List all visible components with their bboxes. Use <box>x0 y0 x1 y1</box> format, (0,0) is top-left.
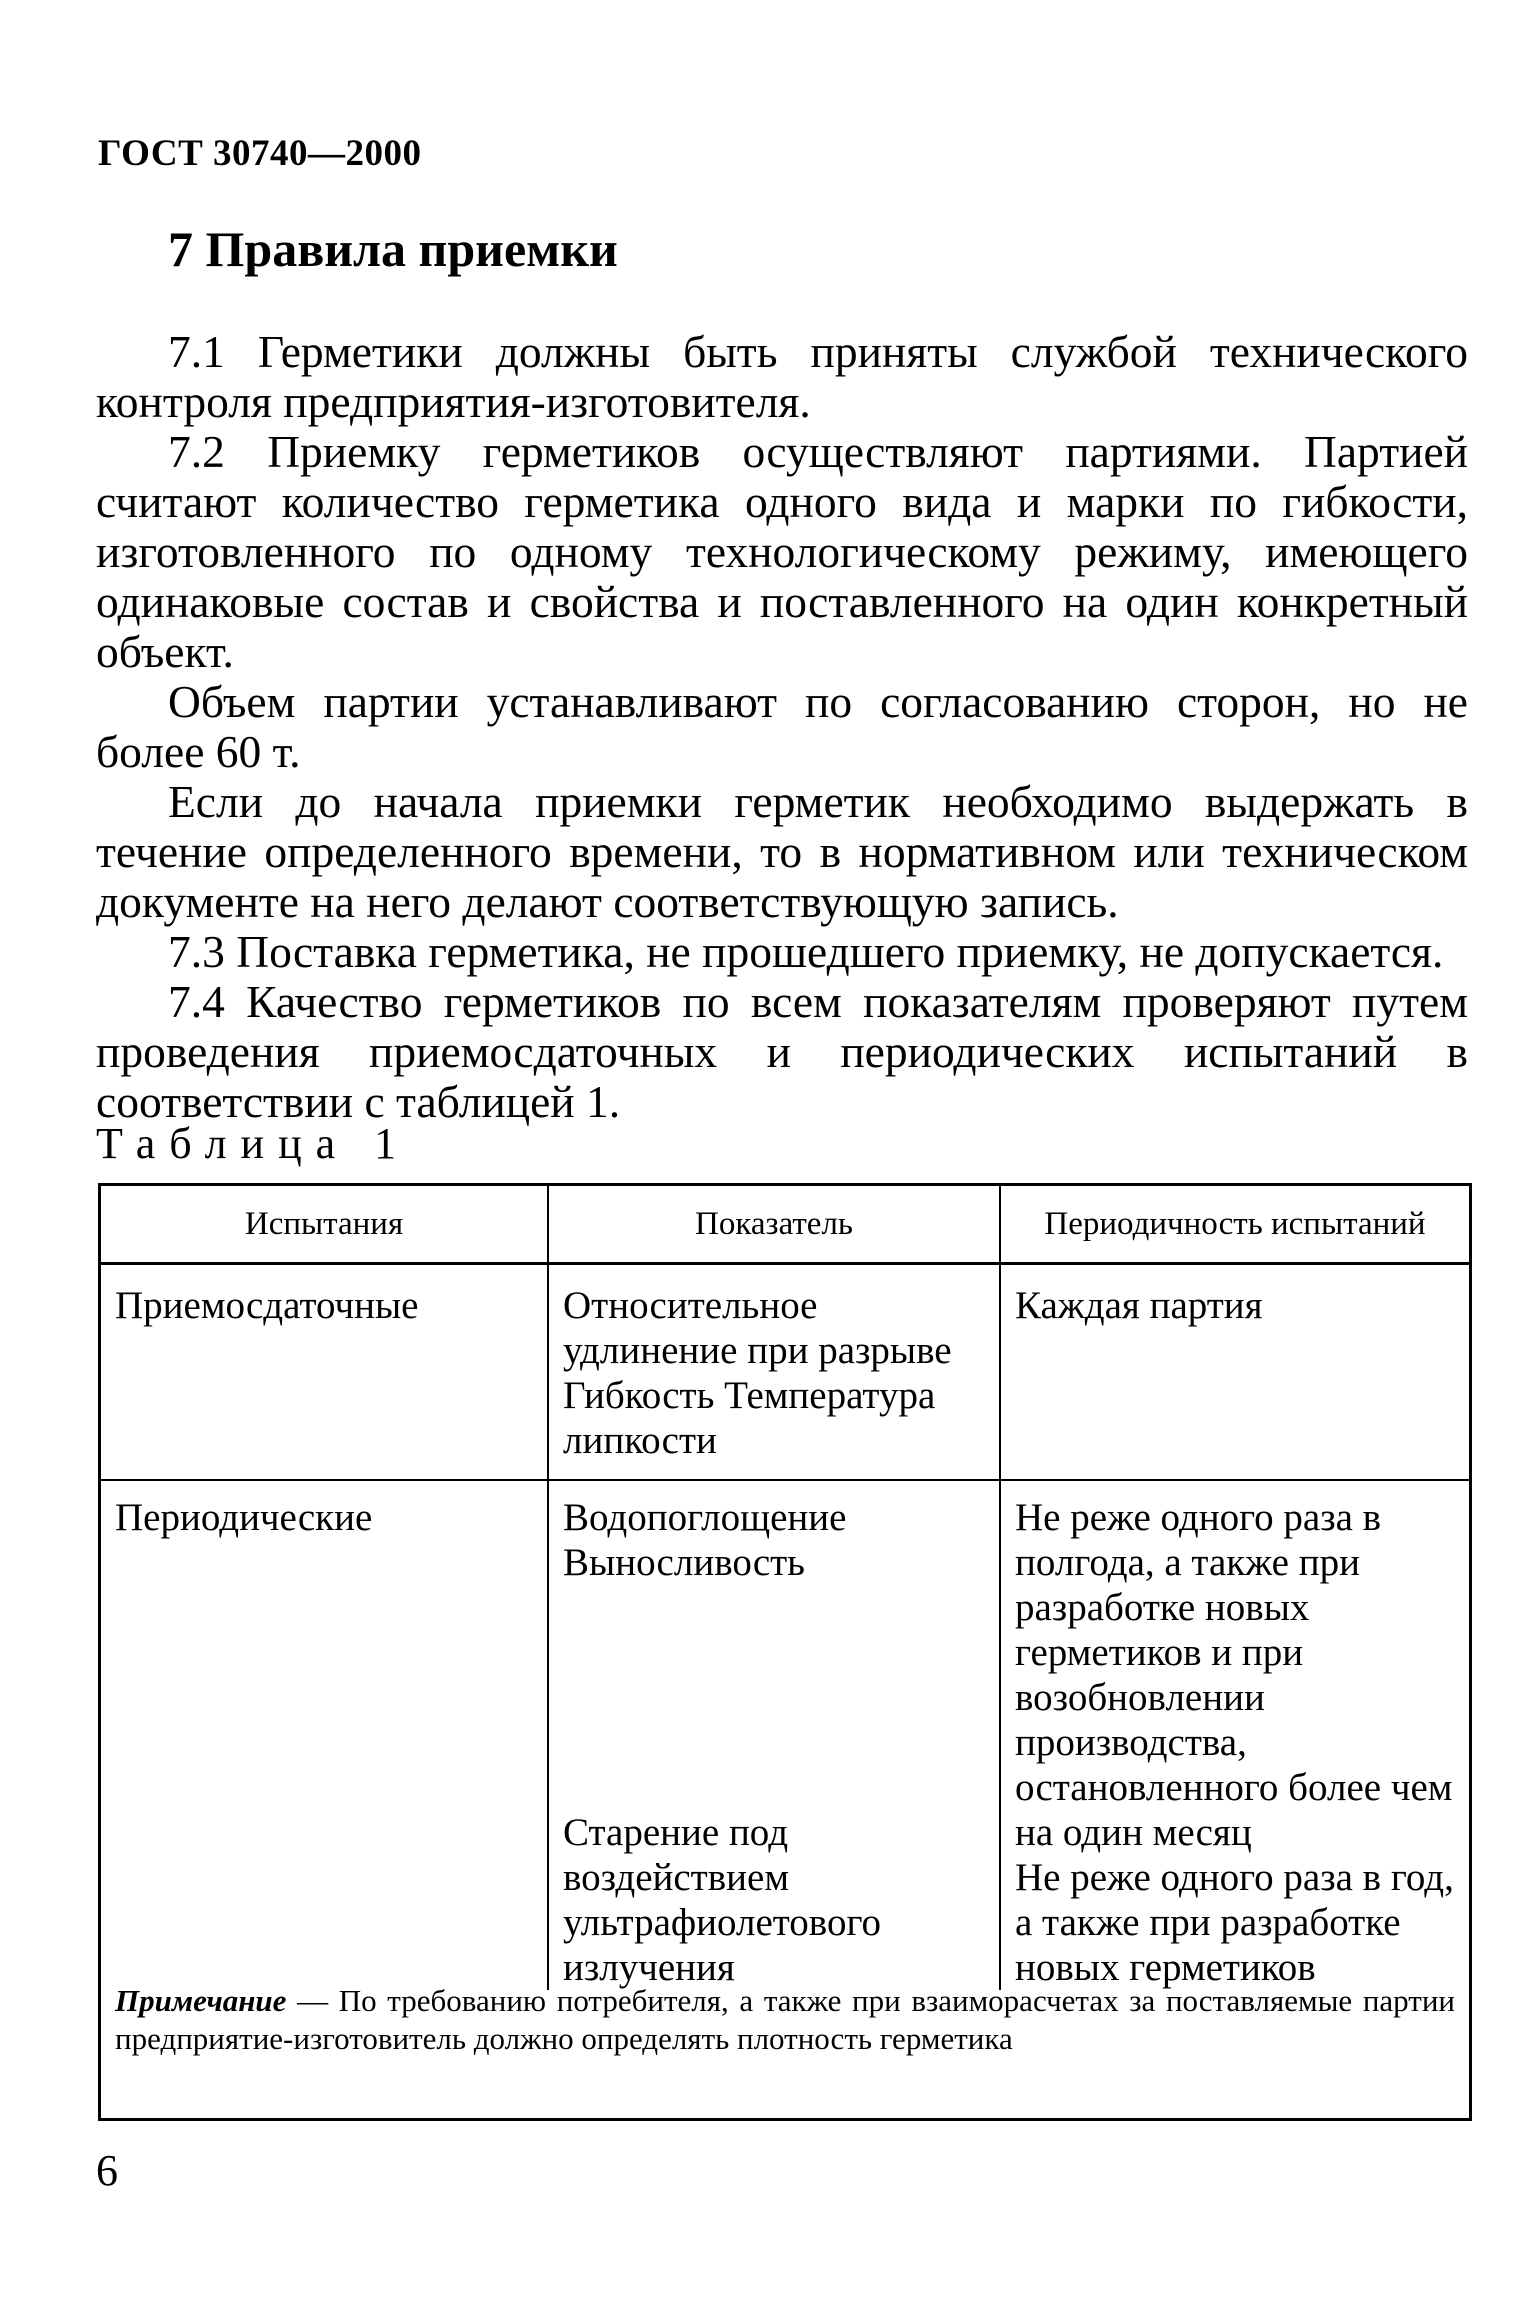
cell-frequency: Не реже одного раза в полгода, а также при разработке новых герметиков и при возобновлении производства, остановленного более чем на один месяц <box>1015 1496 1453 1854</box>
paragraph-7-2: 7.2 Приемку герметиков осуществляют партиями. Партией считают количество герметика одного вида и марки по гибкости, изготовленного по одному технологическому режиму, имеющего одинаковые состав и свойства и поставленного на один конкретный объект. <box>96 426 1468 677</box>
paragraph-batch-volume: Объем партии устанавливают по согласованию сторон, но не более 60 т. <box>96 676 1468 777</box>
table-caption: Таблица 1 <box>96 1119 411 1168</box>
paragraph-7-1: 7.1 Герметики должны быть приняты службой технического контроля предприятия-изготовителя. <box>96 326 1468 427</box>
table-note <box>115 1982 1455 2058</box>
page-number: 6 <box>96 2146 118 2195</box>
cell-indicator-aging: Старение под воздействием ультрафиолетового излучения <box>563 1811 881 1989</box>
cell-test-type: Периодические <box>115 1496 373 1539</box>
table-row <box>101 1264 1469 1481</box>
cell-gap <box>563 1585 985 1810</box>
paragraph-7-3: 7.3 Поставка герметика, не прошедшего приемку, не допускается. <box>168 926 1444 977</box>
header-tests: Испытания <box>101 1186 548 1264</box>
cell-indicator-group <box>548 1480 1000 1990</box>
header-frequency: Периодичность испытаний <box>1000 1186 1469 1264</box>
cell-test-type: Приемосдаточные <box>101 1264 548 1481</box>
table-header-row <box>101 1186 1469 1264</box>
cell-indicator: Относительное удлинение при разрыве Гибкость Температура липкости <box>548 1264 1000 1481</box>
document-code: ГОСТ 30740—2000 <box>98 133 422 174</box>
note-label: Примечание <box>115 1983 287 2018</box>
paragraph-holding-time: Если до начала приемки герметик необходимо выдержать в течение определенного времени, то в нормативном или техническом документе на него делают соответствующую запись. <box>96 776 1468 927</box>
table-row <box>101 1480 1469 1990</box>
cell-frequency: Каждая партия <box>1000 1264 1469 1481</box>
note-text: — По требованию потребителя, а также при взаиморасчетах за поставляемые партии предприятие-изготовитель должно определять плотность герметика <box>115 1983 1455 2056</box>
tests-table-grid <box>101 1186 1469 1990</box>
section-title: 7 Правила приемки <box>168 221 618 277</box>
cell-frequency-group <box>1000 1480 1469 1990</box>
paragraph-7-4: 7.4 Качество герметиков по всем показателям проверяют путем проведения приемосдаточных и периодических испытаний в соответствии с таблицей 1. <box>96 976 1468 1127</box>
header-indicator: Показатель <box>548 1186 1000 1264</box>
cell-frequency-aging: Не реже одного раза в год, а также при разработке новых герметиков <box>1015 1856 1454 1989</box>
tests-table <box>98 1183 1472 2121</box>
section-body <box>96 327 1468 1127</box>
cell-indicator: Водопоглощение Выносливость <box>563 1496 847 1584</box>
